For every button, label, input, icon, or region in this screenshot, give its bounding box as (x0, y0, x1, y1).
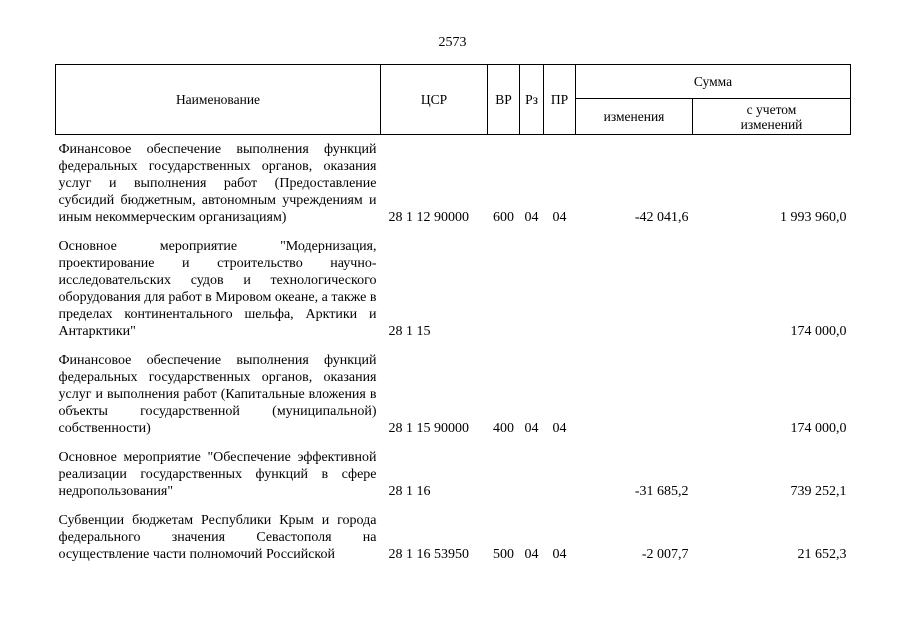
table-row (56, 135, 851, 227)
row-vr: 500 (493, 547, 514, 562)
row-name: Основное мероприятие "Обеспечение эффективной реализации государственных функций в сфере недропользования" (58, 450, 377, 499)
row-total: 1 993 960,0 (780, 210, 847, 225)
row-name: Субвенции бюджетам Республики Крым и города федерального значения Севастополя на осуществление части полномочий Российской (58, 513, 377, 562)
row-csr: 28 1 12 90000 (388, 210, 469, 225)
header-name: Наименование (56, 65, 381, 135)
row-change: -2 007,7 (641, 547, 689, 562)
header-rz: Рз (520, 65, 544, 135)
table-row (56, 437, 851, 500)
table-row (56, 500, 851, 563)
table-body (56, 135, 851, 564)
row-change: -42 041,6 (634, 210, 689, 225)
row-vr (488, 226, 520, 340)
row-change (576, 226, 693, 340)
row-vr: 400 (493, 421, 514, 436)
row-csr: 28 1 16 53950 (388, 547, 469, 562)
row-rz: 04 (524, 547, 539, 562)
row-name: Основное мероприятие "Модернизация, проектирование и строительство научно-исследовательских судов и технологического оборудования для работ в Мировом океане, а также в пределах континентального шельфа, Арктики и Антарктики" (58, 239, 377, 339)
row-rz (520, 226, 544, 340)
row-total: 739 252,1 (790, 484, 847, 499)
table-row (56, 340, 851, 437)
row-pr (544, 226, 576, 340)
row-rz: 04 (524, 421, 539, 436)
row-total: 174 000,0 (790, 421, 847, 436)
row-csr: 28 1 15 (388, 324, 431, 339)
row-csr: 28 1 16 (388, 484, 431, 499)
header-with-changes (693, 99, 851, 135)
header-change: изменения (576, 99, 693, 135)
row-vr: 600 (493, 210, 514, 225)
row-vr (488, 437, 520, 500)
row-change: -31 685,2 (634, 484, 689, 499)
row-pr: 04 (552, 547, 567, 562)
row-name: Финансовое обеспечение выполнения функций федеральных государственных органов, оказания услуг и выполнения работ (Капитальные вложения в объекты государственной (муниципальной) собственности) (58, 353, 377, 436)
table-header (56, 65, 851, 135)
budget-table (55, 64, 851, 563)
row-rz (520, 437, 544, 500)
header-vr: ВР (488, 65, 520, 135)
row-total: 21 652,3 (797, 547, 847, 562)
row-pr: 04 (552, 421, 567, 436)
row-change (576, 340, 693, 437)
row-rz: 04 (524, 210, 539, 225)
page-number: 2573 (438, 35, 467, 50)
row-total: 174 000,0 (790, 324, 847, 339)
row-pr: 04 (552, 210, 567, 225)
header-sum: Сумма (576, 65, 851, 99)
header-with-changes-line2: изменений (740, 116, 803, 132)
header-pr: ПР (544, 65, 576, 135)
header-csr: ЦСР (381, 65, 488, 135)
header-with-changes-line1: с учетом (746, 101, 797, 117)
row-csr: 28 1 15 90000 (388, 421, 469, 436)
row-pr (544, 437, 576, 500)
table-row (56, 226, 851, 340)
row-name: Финансовое обеспечение выполнения функций федеральных государственных органов, оказания услуг и выполнения работ (Предоставление субсидий бюджетным, автономным учреждениям и иным некоммерческим организациям) (58, 142, 377, 225)
